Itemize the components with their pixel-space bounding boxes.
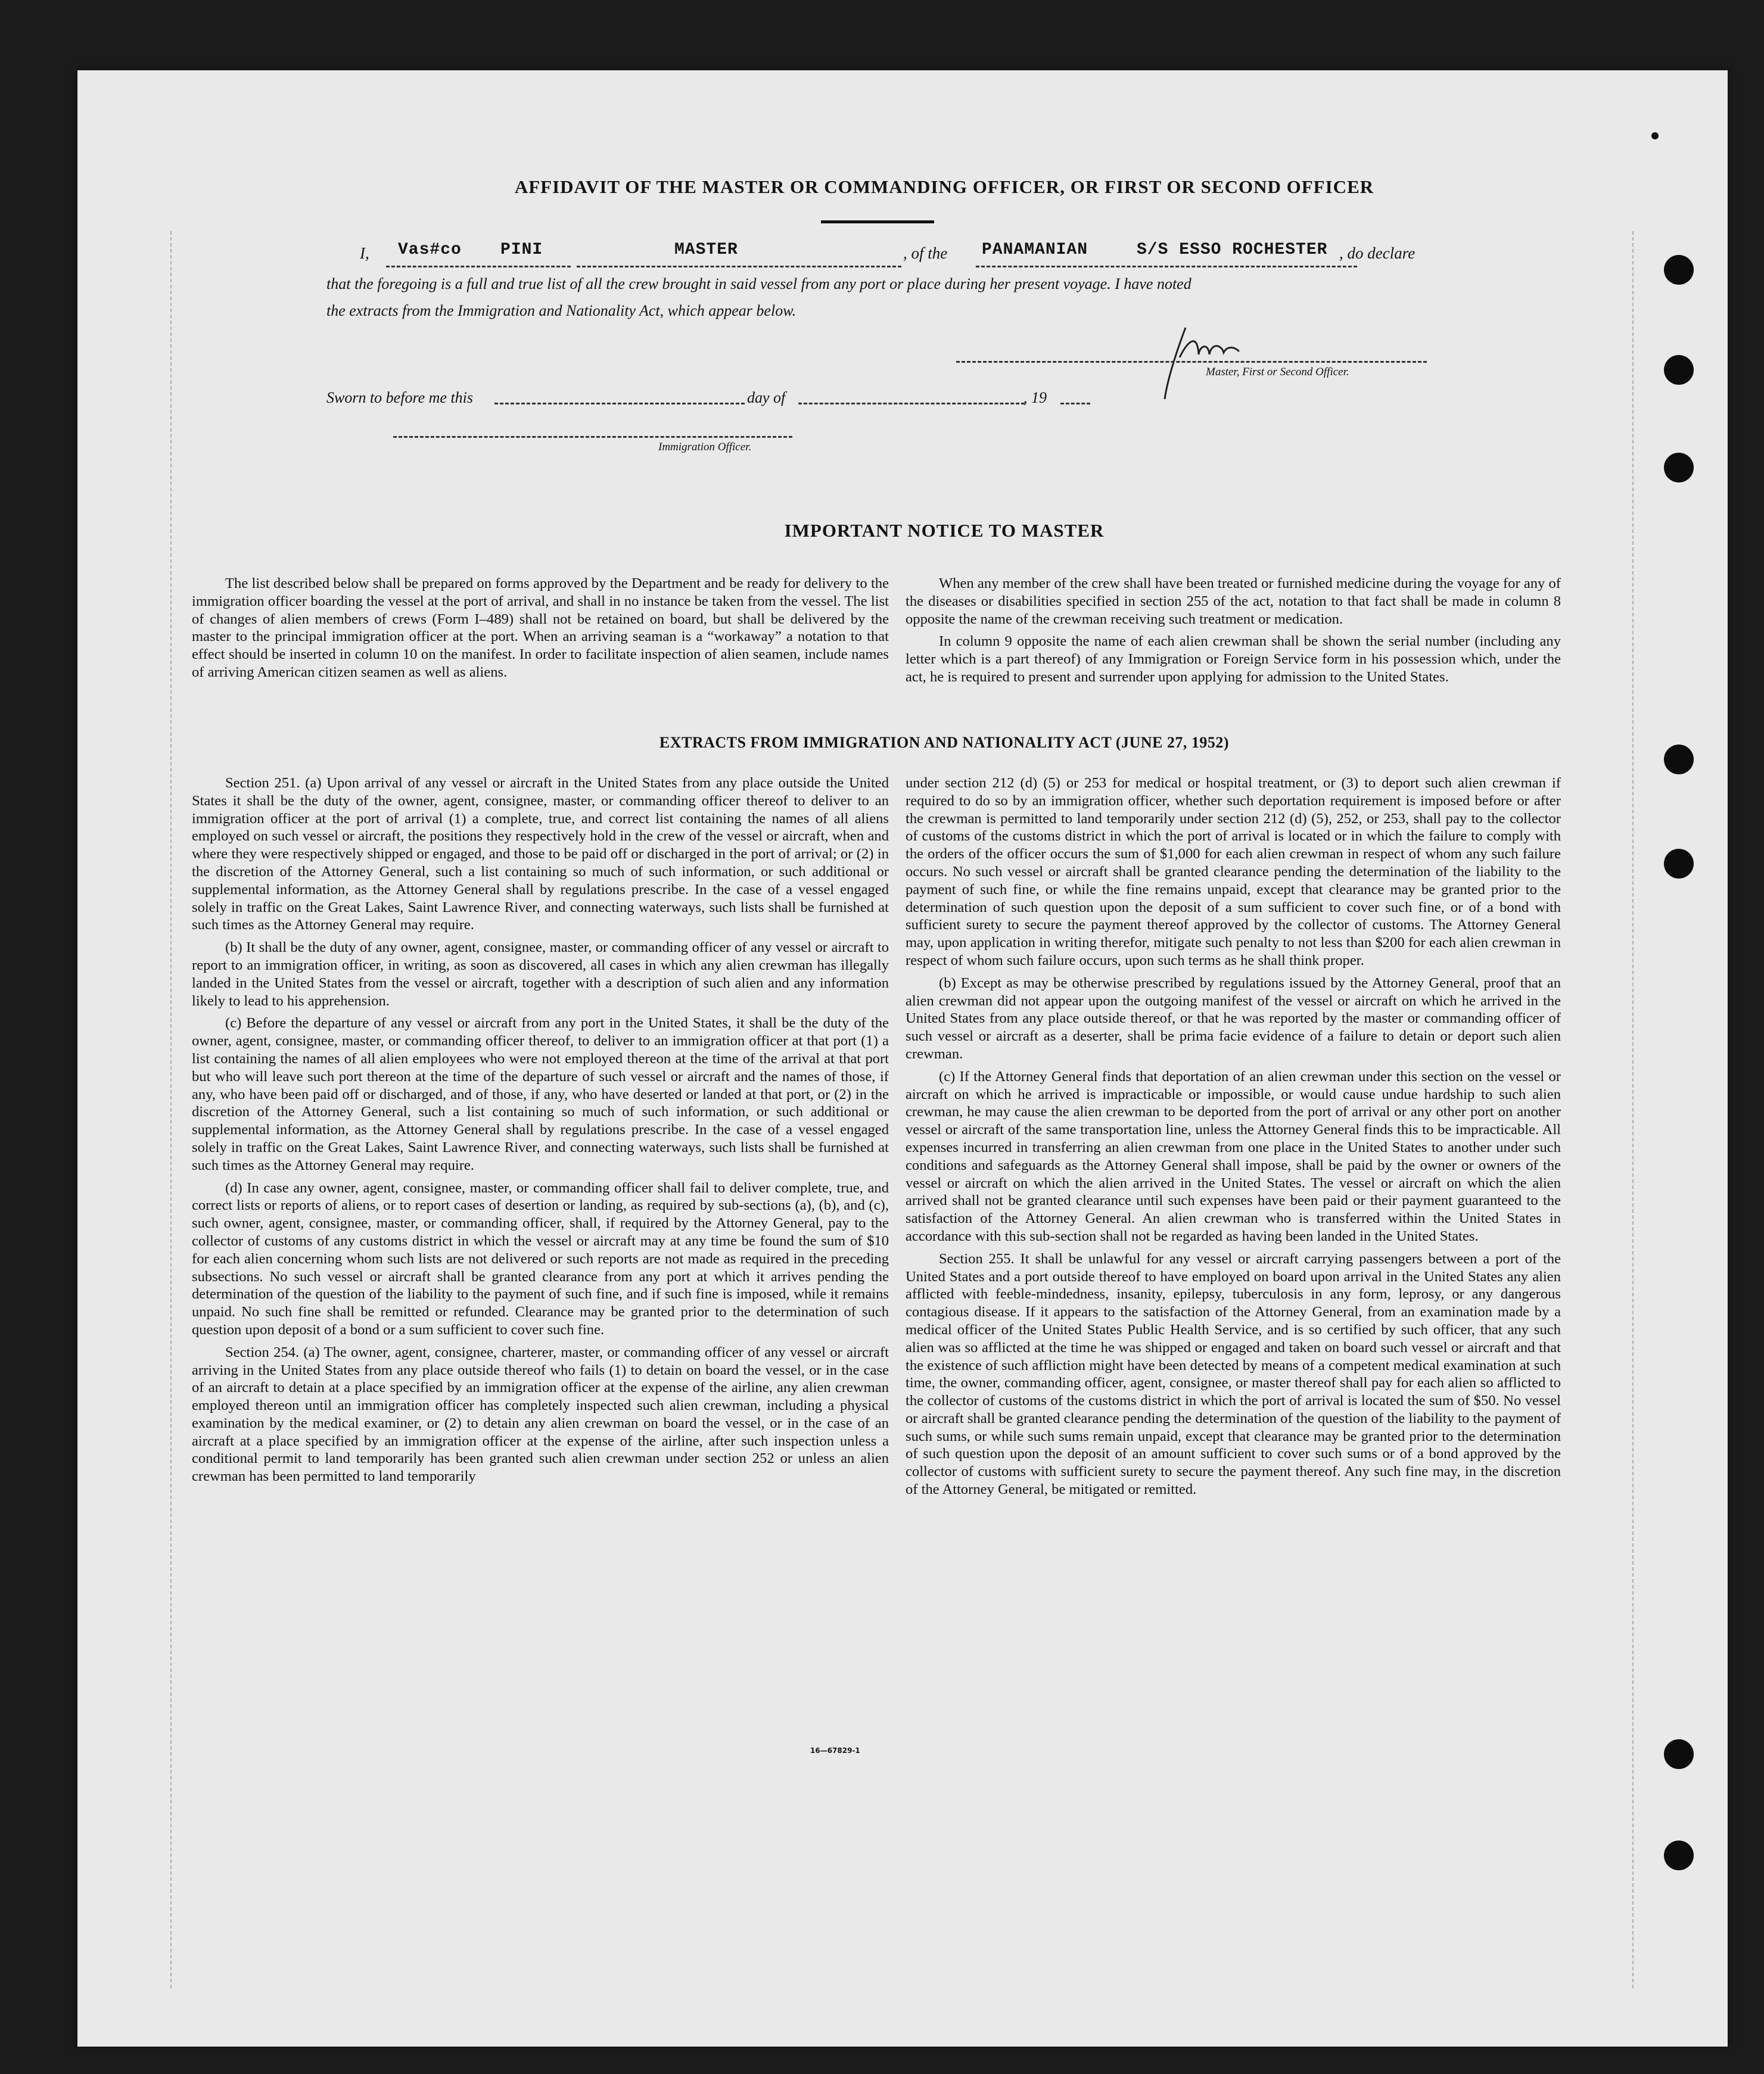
affidavit-title: AFFIDAVIT OF THE MASTER OR COMMANDING OFFICER, OR FIRST OR SECOND OFFICER bbox=[514, 176, 1374, 197]
extracts-title: EXTRACTS FROM IMMIGRATION AND NATIONALITY ACT (JUNE 27, 1952) bbox=[659, 734, 1230, 751]
declaration-text-line-2: the extracts from the Immigration and Nationality Act, which appear below. bbox=[326, 302, 797, 319]
section-paragraph: (c) If the Attorney General finds that deportation of an alien crewman under this section on the vessel or aircraft on which he arrived is impracticable or impossible, or would cause undue hardship to such alien crewman, he may cause the alien crewman to be deported from the port of arrival or any other port on another vessel or aircraft of the same transportation line, unless the Attorney General finds this to be impracticable. All expenses incurred in transferring an alien crewman from one place in the United States to another under such conditions and safeguards as the Attorney General shall impose, shall be paid by the owner or owners of the vessel or aircraft on which the alien arrived in the United States. The vessel or aircraft on which the alien arrived shall not be granted clearance until such expenses have been paid or their payment guaranteed to the satisfaction of the Attorney General. An alien crewman who is transferred within the United States in accordance with this sub-section shall not be regarded as having been landed in the United States. bbox=[906, 1068, 1561, 1244]
sworn-year-rule bbox=[1060, 403, 1090, 404]
master-signature-rule bbox=[956, 361, 1427, 363]
notice-right-paragraph: In column 9 opposite the name of each alien crewman shall be shown the serial number (including any letter which is a part thereof) of any Immigration or Foreign Service form in his possession which, under the act, he is required to present and surrender upon applying for admission to the United States. bbox=[906, 633, 1561, 685]
of-the-label: , of the bbox=[903, 244, 948, 262]
bleed-through-mark bbox=[170, 231, 172, 1988]
rank-rule bbox=[577, 266, 901, 267]
ink-dot bbox=[1651, 132, 1659, 139]
section-paragraph: under section 212 (d) (5) or 253 for medical or hospital treatment, or (3) to deport such alien crewman if required to do so by an immigration officer, whether such deportation requirement is imposed before or after the crewman is permitted to land temporarily under section 212 (d) (5), 252, or 253, shall pay to the collector of customs of the customs district in which the port of arrival is located or in which the failure to comply with the orders of the officer occurs the sum of $1,000 for each alien crewman in respect of whom any such failure occurs. No such vessel or aircraft shall be granted clearance pending the determination of the liability to the payment of such fine, or while the fine remains unpaid, except that clearance may be granted prior to the determination of such question upon the deposit of a sum sufficient to cover such fine, or of a bond with sufficient surety to secure the payment thereof approved by the collector of customs. The Attorney General may, upon application in writing therefor, mitigate such penalty to not less than $200 for each alien crewman in respect of whom such failure occurs, upon such terms as he shall think proper. bbox=[906, 775, 1561, 969]
extracts-left-column bbox=[192, 774, 889, 1486]
notice-left-column bbox=[192, 575, 889, 681]
do-declare-label: , do declare bbox=[1339, 244, 1415, 262]
master-signature bbox=[1162, 322, 1251, 405]
extracts-right-column bbox=[906, 774, 1561, 1499]
master-rank: MASTER bbox=[674, 241, 738, 259]
sworn-day-rule bbox=[494, 403, 745, 404]
binder-hole bbox=[1664, 849, 1694, 879]
notice-right-paragraph: When any member of the crew shall have been treated or furnished medicine during the voyage for any of the diseases or disabilities specified in section 255 of the act, notation to that fact shall be made in column 8 opposite the name of the crewman receiving such treatment or medication. bbox=[906, 575, 1561, 627]
notice-right-column bbox=[906, 575, 1561, 686]
master-signature-label: Master, First or Second Officer. bbox=[1206, 366, 1349, 378]
name-rule bbox=[386, 266, 571, 267]
title-divider bbox=[821, 220, 934, 223]
sworn-month-rule bbox=[798, 403, 1025, 404]
declaration-text-line-1: that the foregoing is a full and true list of all the crew brought in said vessel from any port or place during her present voyage. I have noted bbox=[326, 275, 1191, 292]
day-of-label: day of bbox=[747, 389, 786, 406]
section-paragraph: (b) It shall be the duty of any owner, agent, consignee, master, or commanding officer of any vessel or aircraft to report to an immigration officer, in writing, as soon as discovered, all cases in which any alien crewman has illegally landed in the United States from the vessel or aircraft, together with a description of such alien and any information likely to lead to his apprehension. bbox=[192, 939, 889, 1009]
section-paragraph: (b) Except as may be otherwise prescribed by regulations issued by the Attorney General, proof that an alien crewman did not appear upon the outgoing manifest of the vessel or aircraft on which he arrived in the United States from any place outside thereof, or that he was reported by the master or commanding officer of such vessel or aircraft as a deserter, shall be prima facie evidence of a failure to detain or deport such alien crewman. bbox=[906, 974, 1561, 1062]
immigration-officer-rule bbox=[393, 436, 792, 438]
binder-hole bbox=[1664, 453, 1694, 482]
sworn-label: Sworn to before me this bbox=[326, 389, 474, 406]
binder-hole bbox=[1664, 745, 1694, 774]
vessel-rule bbox=[976, 266, 1357, 267]
immigration-officer-label: Immigration Officer. bbox=[658, 441, 752, 453]
vessel-nationality: PANAMANIAN bbox=[982, 241, 1088, 259]
section-paragraph: (c) Before the departure of any vessel or aircraft from any port in the United States, it shall be the duty of the owner, agent, consignee, master, or commanding officer thereof, to deliver to an immigration officer at that port (1) a list containing the names of all alien employees who were not employed thereon at the time of the arrival at that port but who will leave such port thereon at the time of the departure of such vessel or aircraft and the names of those, if any, who have been paid off or discharged, and of those, if any, who have deserted or landed at that port, or (2) in the discretion of the Attorney General, such a list containing so much of such information, or such additional or supplemental information, as the Attorney General shall by regulations prescribe. In the case of a vessel engaged solely in traffic on the Great Lakes, Saint Lawrence River, and connecting waterways, such lists shall be furnished at such times as the Attorney General may require. bbox=[192, 1015, 889, 1173]
section-paragraph: (d) In case any owner, agent, consignee, master, or commanding officer shall fail to deliver complete, true, and correct lists or reports of aliens, or to report cases of desertion or landing, as required by sub-sections (a), (b), and (c), such owner, agent, consignee, master, or commanding officer, shall, if required by the Attorney General, pay to the collector of customs of any customs district in which the vessel or aircraft may at any time be found the sum of $10 for each alien concerning whom such lists are not delivered or such reports are not made as required in the preceding subsections. No such vessel or aircraft shall be granted clearance from any port at which it arrives pending the determination of the question of the liability to the payment of such fine, and if such fine is imposed, while it remains unpaid. No such fine shall be remitted or refunded. Clearance may be granted prior to the determination of such question upon deposit of a bond or a sum sufficient to cover such fine. bbox=[192, 1179, 889, 1338]
master-last-name: PINI bbox=[500, 241, 543, 259]
binder-hole bbox=[1664, 255, 1694, 285]
vessel-name: S/S ESSO ROCHESTER bbox=[1137, 241, 1328, 259]
notice-left-paragraph: The list described below shall be prepared on forms approved by the Department and be ready for delivery to the immigration officer boarding the vessel at the port of arrival, and shall in no instance be taken from the vessel. The list of changes of alien members of crews (Form I–489) shall not be retained on board, but shall be delivered by the master to the principal immigration officer at the port. When an arriving seaman is a “workaway” a notation to that effect should be inserted in column 10 on the manifest. In order to facilitate inspection of alien seamen, include names of arriving American citizen seamen as well as aliens. bbox=[192, 575, 889, 680]
binder-hole bbox=[1664, 355, 1694, 385]
master-first-name: Vas#co bbox=[398, 241, 462, 259]
section-paragraph: Section 251. (a) Upon arrival of any vessel or aircraft in the United States from any place outside the United States it shall be the duty of the owner, agent, consignee, master, or commanding officer thereof to deliver to an immigration officer at the port of arrival (1) a complete, true, and correct list containing the names of all aliens employed on such vessel or aircraft, the positions they respectively hold in the crew of the vessel or aircraft, when and where they were respectively shipped or engaged, and those to be paid off or discharged in the port of arrival; or (2) in the discretion of the Attorney General, such a list containing so much of such information, or such additional or supplemental information, as the Attorney General shall by regulations prescribe. In the case of a vessel engaged solely in traffic on the Great Lakes, Saint Lawrence River, and connecting waterways, such lists shall be furnished at such times as the Attorney General may require. bbox=[192, 775, 889, 933]
section-paragraph: Section 255. It shall be unlawful for any vessel or aircraft carrying passengers between a port of the United States and a port outside thereof to have employed on board upon arrival in the United States any alien afflicted with feeble-mindedness, insanity, epilepsy, tuberculosis in any form, leprosy, or any dangerous contagious disease. If it appears to the satisfaction of the Attorney General, from an examination made by a medical officer of the United States Public Health Service, and is so certified by such officer, that any such alien was so afflicted at the time he was shipped or engaged and taken on board such vessel or aircraft and that the existence of such affliction might have been detected by means of a competent medical examination at such time, the owner, commanding officer, agent, consignee, or master thereof shall pay for each alien so afflicted to the collector of customs of the customs district in which the port of arrival is located the sum of $50. No vessel or aircraft shall be granted clearance pending the determination of the question of the liability to the payment of such sums, or while such sums remain unpaid, except that clearance may be granted prior to the determination of such question upon the deposit of an amount sufficient to cover such sums or of a bond approved by the collector of customs with sufficient surety to secure the payment thereof. Any such fine may, in the discretion of the Attorney General, be mitigated or remitted. bbox=[906, 1250, 1561, 1498]
notice-title: IMPORTANT NOTICE TO MASTER bbox=[784, 520, 1105, 541]
form-code: 16—67829-1 bbox=[810, 1746, 860, 1755]
binder-hole bbox=[1664, 1841, 1694, 1870]
i-label: I, bbox=[360, 244, 369, 262]
section-paragraph: Section 254. (a) The owner, agent, consignee, charterer, master, or commanding officer of any vessel or aircraft arriving in the United States from any place outside thereof who fails (1) to detain on board the vessel, or in the case of an aircraft to detain at a place specified by an immigration officer at the expense of the airline, any alien crewman employed thereon until an immigration officer has completely inspected such alien crewman, including a physical examination by the medical examiner, or (2) to detain any alien crewman on board the vessel, or in the case of an aircraft at a place specified by an immigration officer at the expense of the airline, after such inspection unless a conditional permit to land temporarily has been granted such alien crewman under section 252 or unless an alien crewman has been permitted to land temporarily bbox=[192, 1344, 889, 1485]
binder-hole bbox=[1664, 1739, 1694, 1769]
declaration-line bbox=[326, 241, 1430, 274]
year-label: , 19 bbox=[1023, 389, 1047, 406]
bleed-through-mark bbox=[1632, 231, 1634, 1988]
